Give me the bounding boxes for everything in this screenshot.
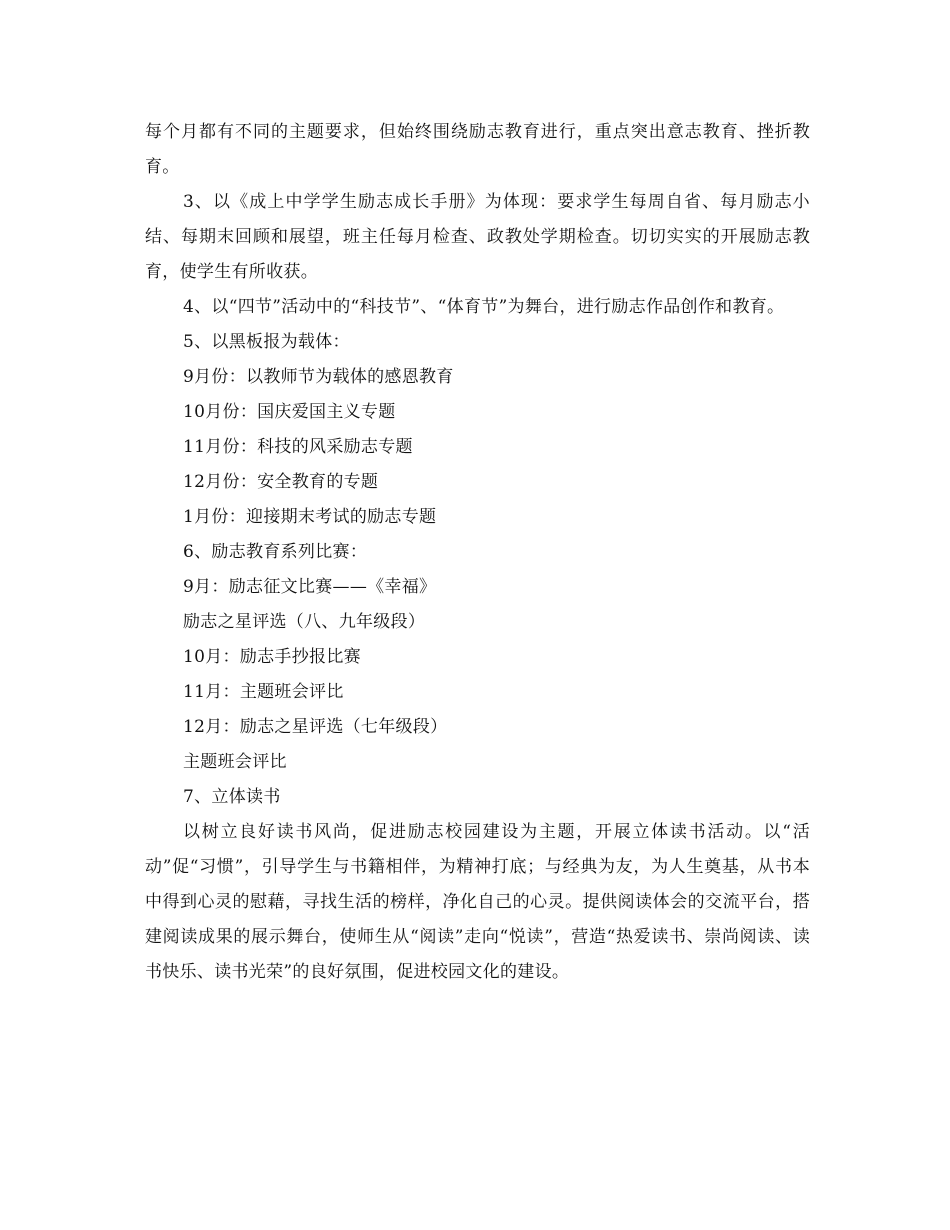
item-3-paragraph: 3、以《成上中学学生励志成长手册》为体现：要求学生每周自省、每月励志小结、每期末回顾和展望，班主任每月检查、政教处学期检查。切切实实的开展励志教育，使学生有所收获。 bbox=[145, 192, 810, 282]
item-5-month-line: 1月份：迎接期末考试的励志专题 bbox=[183, 507, 437, 527]
item-6-line: 11月：主题班会评比 bbox=[183, 682, 344, 702]
item-5-month-line: 11月份：科技的风采励志专题 bbox=[183, 437, 413, 457]
item-5-month-line: 10月份：国庆爱国主义专题 bbox=[183, 402, 396, 422]
item-5-heading: 5、以黑板报为载体： bbox=[183, 332, 350, 352]
item-7-paragraph: 以树立良好读书风尚，促进励志校园建设为主题，开展立体读书活动。以“活动”促“习惯”，引导学生与书籍相伴，为精神打底；与经典为友，为人生奠基，从书本中得到心灵的慰藉，寻找生活的榜样，净化自己的心灵。提供阅读体会的交流平台，搭建阅读成果的展示舞台，使师生从“阅读”走向“悦读”，营造“热爱读书、崇尚阅读、读书快乐、读书光荣”的良好氛围，促进校园文化的建设。 bbox=[145, 822, 810, 982]
item-4-paragraph: 4、以“四节”活动中的“科技节”、“体育节”为舞台，进行励志作品创作和教育。 bbox=[183, 297, 785, 317]
item-6-line: 10月：励志手抄报比赛 bbox=[183, 647, 361, 667]
item-6-line: 励志之星评选（八、九年级段） bbox=[183, 612, 426, 632]
document-body bbox=[145, 115, 810, 990]
item-6-line: 9月：励志征文比赛——《幸福》 bbox=[183, 577, 437, 597]
item-6-line: 主题班会评比 bbox=[183, 752, 287, 772]
item-7-heading: 7、立体读书 bbox=[183, 787, 281, 807]
item-6-heading: 6、励志教育系列比赛： bbox=[183, 542, 368, 562]
continuation-paragraph: 每个月都有不同的主题要求，但始终围绕励志教育进行，重点突出意志教育、挫折教育。 bbox=[145, 122, 810, 177]
item-5-month-line: 9月份：以教师节为载体的感恩教育 bbox=[183, 367, 454, 387]
item-5-month-line: 12月份：安全教育的专题 bbox=[183, 472, 379, 492]
item-6-line: 12月：励志之星评选（七年级段） bbox=[183, 717, 448, 737]
